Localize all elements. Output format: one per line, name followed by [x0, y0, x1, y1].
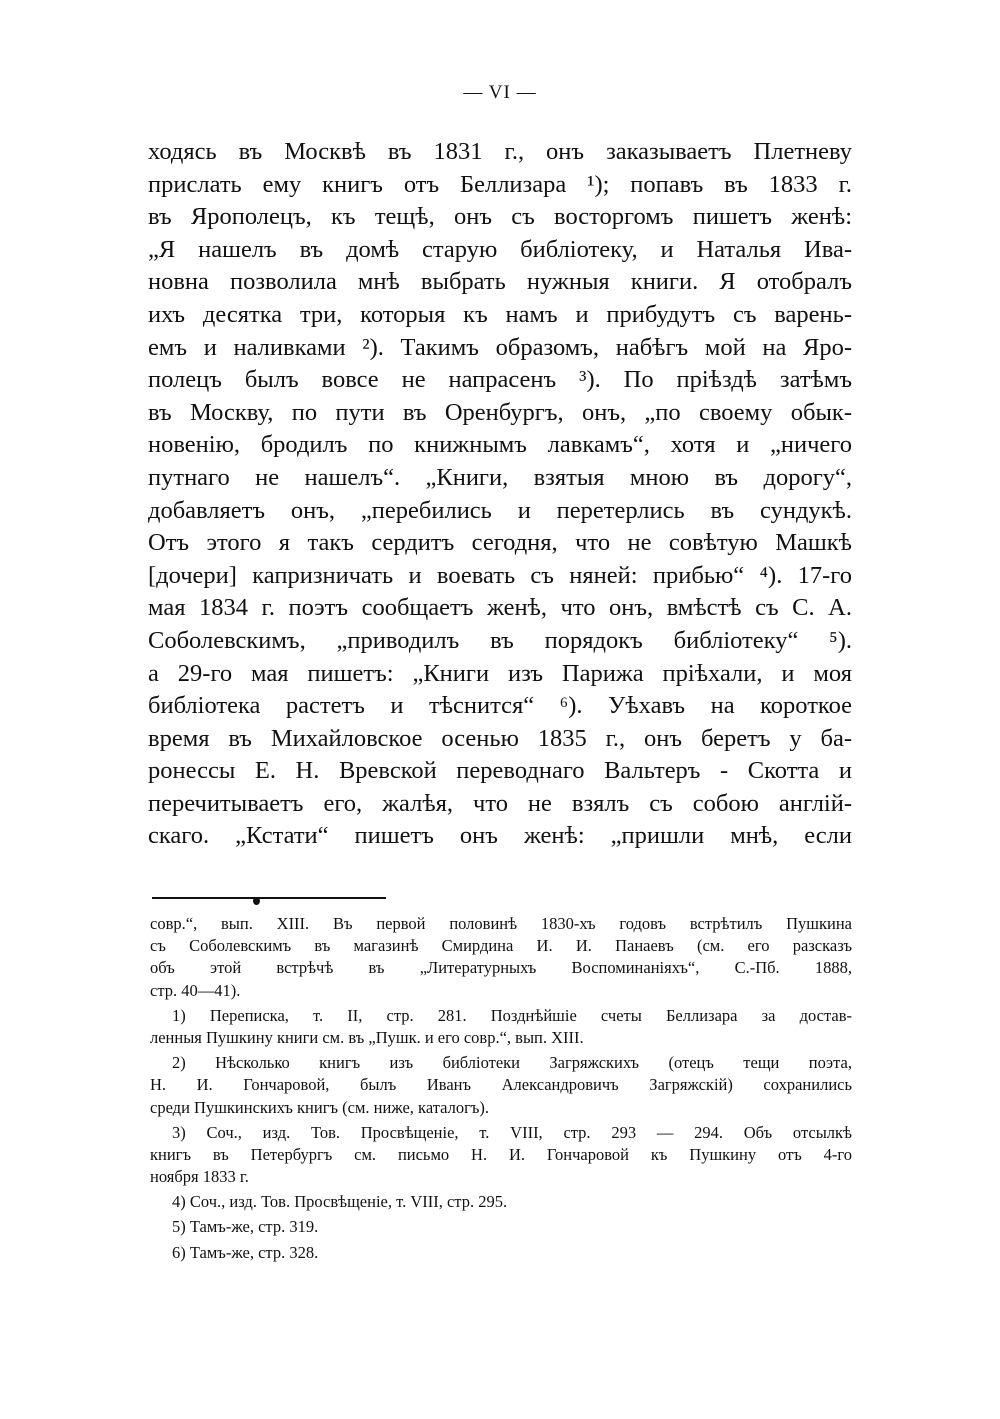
body-line: полецъ былъ вовсе не напрасенъ ³). По пріѣздѣ затѣмъ: [148, 366, 852, 394]
footnote-line: 4) Соч., изд. Тов. Просвѣщеніе, т. VIII, стр. 295.: [172, 1192, 508, 1212]
body-line: [дочери] капризничать и воевать съ няней: прибью“ ⁴). 17-го: [148, 561, 852, 589]
body-line: емъ и наливками ²). Такимъ образомъ, набѣгъ мой на Яро-: [148, 333, 852, 361]
body-line: мая 1834 г. поэтъ сообщаетъ женѣ, что онъ, вмѣстѣ съ С. А.: [148, 594, 852, 622]
footnote-line: объ этой встрѣчѣ въ „Литературныхъ Воспоминаніяхъ“, С.-Пб. 1888,: [150, 958, 852, 978]
body-line: новна позволила мнѣ выбрать нужныя книги. Я отобралъ: [148, 268, 852, 296]
body-line: скаго. „Кстати“ пишетъ онъ женѣ: „пришли мнѣ, если: [148, 822, 852, 850]
footnote-line: ноября 1833 г.: [150, 1167, 249, 1187]
page-number: — VI —: [463, 82, 537, 103]
body-line: ихъ десятка три, которыя къ намъ и прибудутъ съ варень-: [148, 300, 852, 328]
body-line: „Я нашелъ въ домѣ старую библіотеку, и Наталья Ива-: [148, 235, 852, 263]
footnote-line: 6) Тамъ-же, стр. 328.: [172, 1242, 319, 1262]
ink-blot: [253, 897, 260, 905]
footnote-line: 2) Нѣсколько книгъ изъ библіотеки Загряжскихъ (отецъ тещи поэта,: [172, 1053, 852, 1073]
footnote-line: среди Пушкинскихъ книгъ (см. ниже, каталогъ).: [150, 1097, 489, 1117]
body-line: добавляетъ онъ, „перебились и перетерлись въ сундукѣ.: [148, 496, 852, 524]
footnote-line: совр.“, вып. XIII. Въ первой половинѣ 1830-хъ годовъ встрѣтилъ Пушкина: [150, 914, 852, 933]
body-line: библіотека растетъ и тѣснится“ ⁶). Уѣхавъ на короткое: [148, 692, 852, 720]
body-line: ронессы Е. Н. Вревской переводнаго Вальтеръ - Скотта и: [148, 757, 852, 785]
footnote-line: 5) Тамъ-же, стр. 319.: [172, 1217, 319, 1237]
body-line: путнаго не нашелъ“. „Книги, взятыя мною въ дорогу“,: [148, 463, 852, 491]
body-line: а 29-го мая пишетъ: „Книги изъ Парижа пріѣхали, и моя: [148, 659, 852, 687]
body-line: новенію, бродилъ по книжнымъ лавкамъ“, хотя и „ничего: [148, 431, 852, 459]
body-line: ходясь въ Москвѣ въ 1831 г., онъ заказываетъ Плетневу: [148, 138, 852, 165]
footnote-continuation: [150, 913, 852, 1002]
footnote-1: [150, 1005, 852, 1049]
footnote-line: книгъ въ Петербургъ см. письмо Н. И. Гончаровой къ Пушкину отъ 4-го: [150, 1144, 852, 1164]
footnote-line: Н. И. Гончаровой, былъ Иванъ Александровичъ Загряжскій) сохранились: [150, 1075, 852, 1095]
footnote-5: [150, 1216, 852, 1238]
body-line: прислать ему книгъ отъ Беллизара ¹); попавъ въ 1833 г.: [148, 170, 852, 198]
footnote-3: [150, 1122, 852, 1189]
body-line: Отъ этого я такъ сердитъ сегодня, что не совѣтую Машкѣ: [148, 529, 852, 557]
footnote-line: 3) Соч., изд. Тов. Просвѣщеніе, т. VIII, стр. 293 — 294. Объ отсылкѣ: [172, 1122, 852, 1142]
footnote-2: [150, 1052, 852, 1119]
footnote-line: стр. 40—41).: [150, 980, 241, 1000]
footnote-6: [150, 1242, 852, 1264]
footnote-line: съ Соболевскимъ въ магазинѣ Смирдина И. И. Панаевъ (см. его разсказъ: [150, 936, 852, 956]
body-line: въ Ярополецъ, къ тещѣ, онъ съ восторгомъ пишетъ женѣ:: [148, 203, 852, 231]
footnotes: [150, 913, 852, 1264]
footnote-line: ленныя Пушкину книги см. въ „Пушк. и его совр.“, вып. XIII.: [150, 1027, 584, 1047]
body-line: въ Москву, по пути въ Оренбургъ, онъ, „по своему обык-: [148, 398, 852, 426]
footnote-4: [150, 1191, 852, 1213]
body-line: время въ Михайловское осенью 1835 г., онъ беретъ у ба-: [148, 724, 852, 752]
footnote-separator-rule: [152, 897, 386, 899]
footnote-line: 1) Переписка, т. II, стр. 281. Позднѣйшіе счеты Беллизара за достав-: [172, 1005, 852, 1025]
body-line: перечитываетъ его, жалѣя, что не взялъ съ собою англій-: [148, 789, 852, 817]
body-text: [148, 136, 852, 853]
body-line: Соболевскимъ, „приводилъ въ порядокъ библіотеку“ ⁵).: [148, 626, 852, 654]
